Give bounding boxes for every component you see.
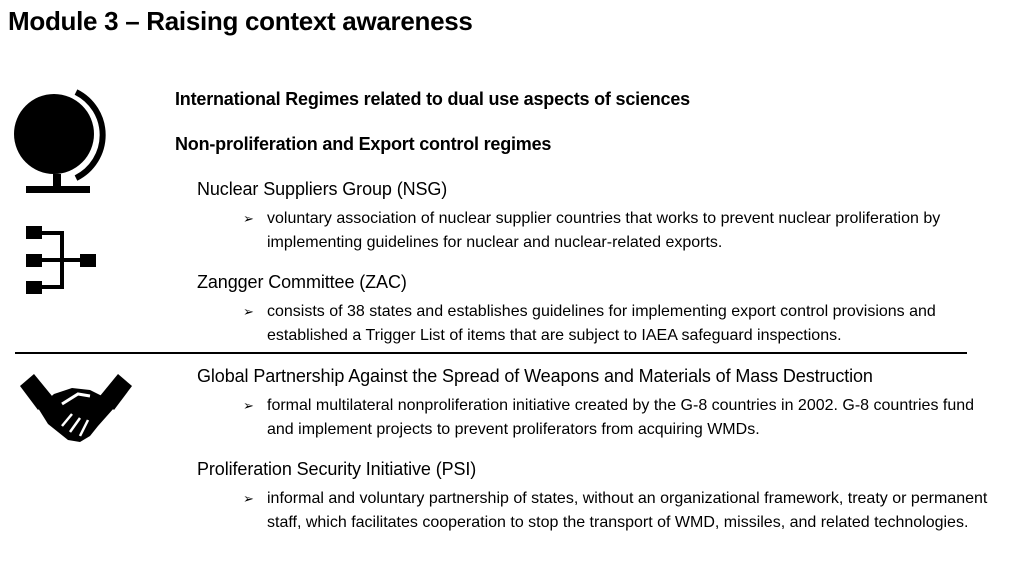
regime-description: informal and voluntary partnership of states, without an organizational framework, treaty or permanent staff, which facilitates cooperation to stop the transport of WMD, missiles, and related technologies. [267, 490, 988, 531]
regime-description: voluntary association of nuclear supplier countries that works to prevent nuclear proliferation by implementing guidelines for nuclear and nuclear-related exports. [267, 210, 941, 251]
regime-bullet-global-partnership [243, 394, 1003, 442]
hierarchy-icon [26, 226, 98, 296]
section-heading-international-regimes: International Regimes related to dual use aspects of sciences [175, 89, 690, 109]
regime-description: consists of 38 states and establishes guidelines for implementing export control provisions and established a Trigger List of items that are subject to IAEA safeguard inspections. [267, 303, 936, 344]
regime-name-zac: Zangger Committee (ZAC) [197, 272, 407, 292]
handshake-icon [18, 372, 134, 444]
regime-bullet-psi [243, 487, 1003, 535]
slide-title: Module 3 – Raising context awareness [8, 6, 473, 36]
bullet-arrow-icon: ➢ [243, 491, 254, 506]
regime-name-global-partnership: Global Partnership Against the Spread of Weapons and Materials of Mass Destruction [197, 366, 873, 386]
section-divider [15, 352, 967, 354]
bullet-arrow-icon: ➢ [243, 304, 254, 319]
regime-name-psi: Proliferation Security Initiative (PSI) [197, 459, 477, 479]
regime-bullet-zac [243, 300, 1003, 348]
regime-bullet-nsg [243, 207, 1003, 255]
bullet-arrow-icon: ➢ [243, 211, 254, 226]
globe-icon [12, 86, 112, 200]
regime-description: formal multilateral nonproliferation initiative created by the G-8 countries in 2002. G-8 countries fund and implement projects to prevent proliferators from acquiring WMDs. [267, 397, 975, 438]
bullet-arrow-icon: ➢ [243, 398, 254, 413]
regime-name-nsg: Nuclear Suppliers Group (NSG) [197, 179, 448, 199]
section-heading-non-proliferation: Non-proliferation and Export control regimes [175, 134, 552, 154]
